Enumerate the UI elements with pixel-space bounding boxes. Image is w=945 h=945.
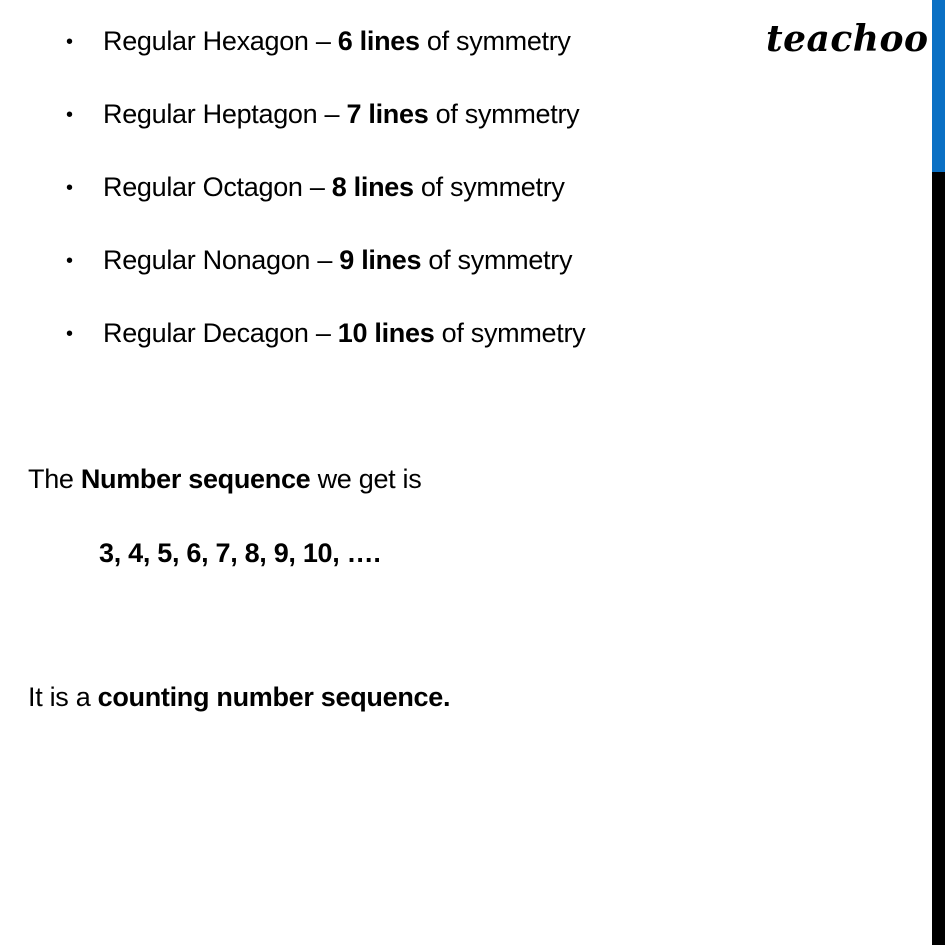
bullet-icon: • — [66, 104, 73, 126]
bullet-icon: • — [66, 31, 73, 53]
list-item: • Regular Hexagon – 6 lines of symmetry — [66, 26, 571, 56]
list-item: • Regular Decagon – 10 lines of symmetry — [66, 318, 586, 348]
conclusion-text: It is a counting number sequence. — [28, 682, 451, 712]
intro-text: The Number sequence we get is — [28, 464, 422, 494]
bullet-icon: • — [66, 323, 73, 345]
list-item: • Regular Heptagon – 7 lines of symmetry — [66, 99, 580, 129]
teachoo-logo: teachoo — [766, 18, 929, 60]
bullet-icon: • — [66, 177, 73, 199]
sidebar-dark-bar — [932, 172, 945, 945]
bullet-icon: • — [66, 250, 73, 272]
list-item: • Regular Nonagon – 9 lines of symmetry — [66, 245, 573, 275]
list-item: • Regular Octagon – 8 lines of symmetry — [66, 172, 565, 202]
number-sequence: 3, 4, 5, 6, 7, 8, 9, 10, …. — [99, 538, 381, 568]
sidebar-accent-bar — [932, 0, 945, 172]
